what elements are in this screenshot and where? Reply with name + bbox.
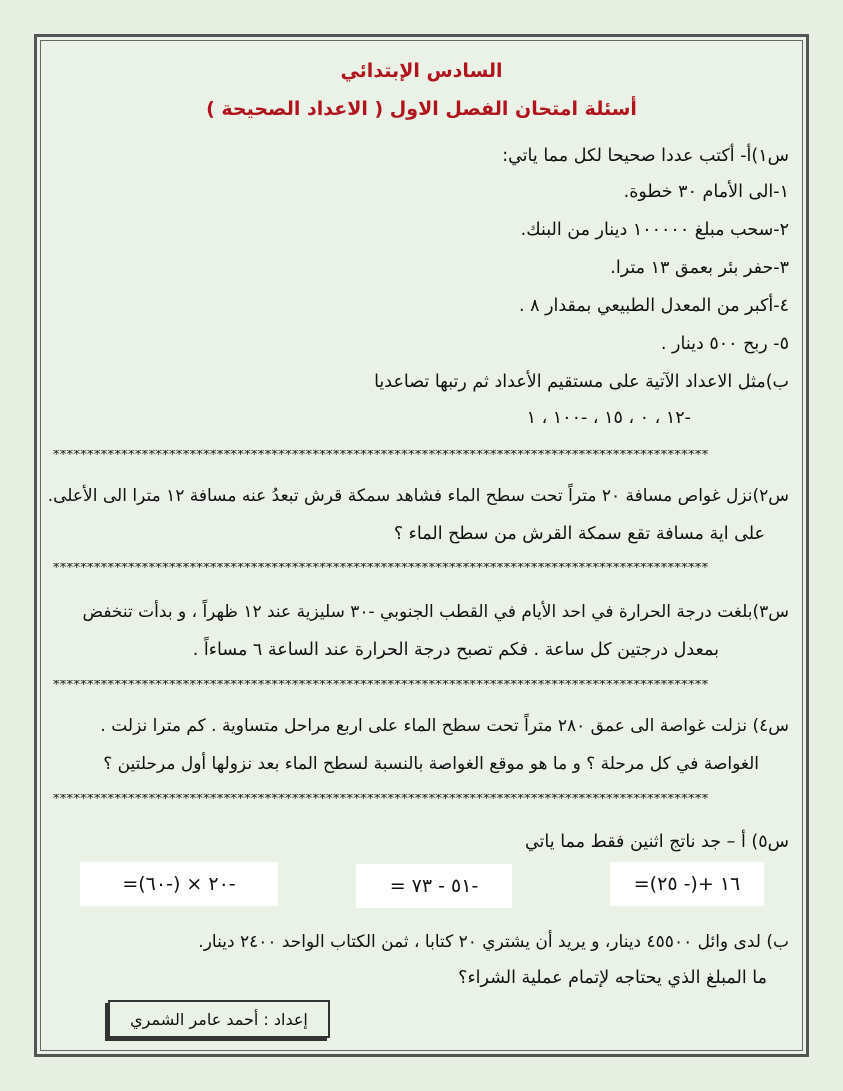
q1-b-text: ب)مثل الاعداد الآتية على مستقيم الأعداد ثم رتبها تصاعديا bbox=[374, 372, 789, 392]
q2-line1: س٢)نزل غواص مسافة ٢٠ متراً تحت سطح الماء فشاهد سمكة قرش تبعدُ عنه مسافة ١٢ مترا الى الأعلى. bbox=[47, 486, 789, 506]
q5-b-line2: ما المبلغ الذي يحتاجه لإتمام عملية الشراء؟ bbox=[458, 968, 767, 988]
q2-line2: على اية مسافة تقع سمكة القرش من سطح الماء ؟ bbox=[393, 524, 765, 544]
exam-page bbox=[44, 44, 799, 1047]
author-credit: إعداد : أحمد عامر الشمري bbox=[108, 1000, 330, 1038]
q4-line2: الغواصة في كل مرحلة ؟ و ما هو موقع الغواصة بالنسبة لسطح الماء بعد نزولها أول مرحلتين ؟ bbox=[103, 754, 759, 774]
q3-line1: س٣)بلغت درجة الحرارة في احد الأيام في القطب الجنوبي -٣٠ سليزية عند ١٢ ظهراً ، و بدأت تنخفض bbox=[82, 602, 789, 622]
q5-expression-middle: = ٥١ - ٧٣- bbox=[356, 864, 512, 908]
q1-item-4: ٤-أكبر من المعدل الطبيعي بمقدار ٨ . bbox=[518, 296, 789, 316]
q1-item-1: ١-الى الأمام ٣٠ خطوة. bbox=[623, 182, 789, 202]
q1-intro: س١)أ- أكتب عددا صحيحا لكل مما ياتي: bbox=[502, 146, 789, 166]
separator-2: ************************************************************************************************ bbox=[52, 563, 708, 573]
grade-title: السادس الإبتدائي bbox=[340, 60, 503, 82]
exam-title: أسئلة امتحان الفصل الاول ( الاعداد الصحيحة ) bbox=[206, 98, 637, 120]
q1-item-3: ٣-حفر بئر بعمق ١٣ مترا. bbox=[610, 258, 789, 278]
q1-item-2: ٢-سحب مبلغ ١٠٠٠٠٠ دينار من البنك. bbox=[520, 220, 789, 240]
q5-b-line1: ب) لدى وائل ٤٥٥٠٠ دينار، و يريد أن يشتري ٢٠ كتابا ، ثمن الكتاب الواحد ٢٤٠٠ دينار. bbox=[198, 932, 789, 952]
separator-4: ************************************************************************************************ bbox=[52, 794, 708, 804]
q4-line1: س٤) نزلت غواصة الى عمق ٢٨٠ متراً تحت سطح الماء على اربع مراحل متساوية . كم مترا نزلت . bbox=[100, 716, 789, 736]
q3-line2: بمعدل درجتين كل ساعة . فكم تصبح درجة الحرارة عند الساعة ٦ مساءاً . bbox=[192, 640, 719, 660]
separator-3: ************************************************************************************************ bbox=[52, 680, 708, 690]
separator-1: ************************************************************************************************ bbox=[52, 450, 708, 460]
q5-expression-left: =(٦٠-) × ٢٠- bbox=[80, 862, 278, 906]
q1-b-numbers: -١٢ ، ٠ ، ١٥ ، -١٠٠ ، ١ bbox=[526, 408, 691, 428]
q1-item-5: ٥- ربح ٥٠٠ دينار . bbox=[660, 334, 789, 354]
q5-expression-right: =(٢٥ -)+ ١٦ bbox=[610, 862, 764, 906]
q5-intro: س٥) أ – جد ناتج اثنين فقط مما ياتي bbox=[524, 832, 789, 852]
